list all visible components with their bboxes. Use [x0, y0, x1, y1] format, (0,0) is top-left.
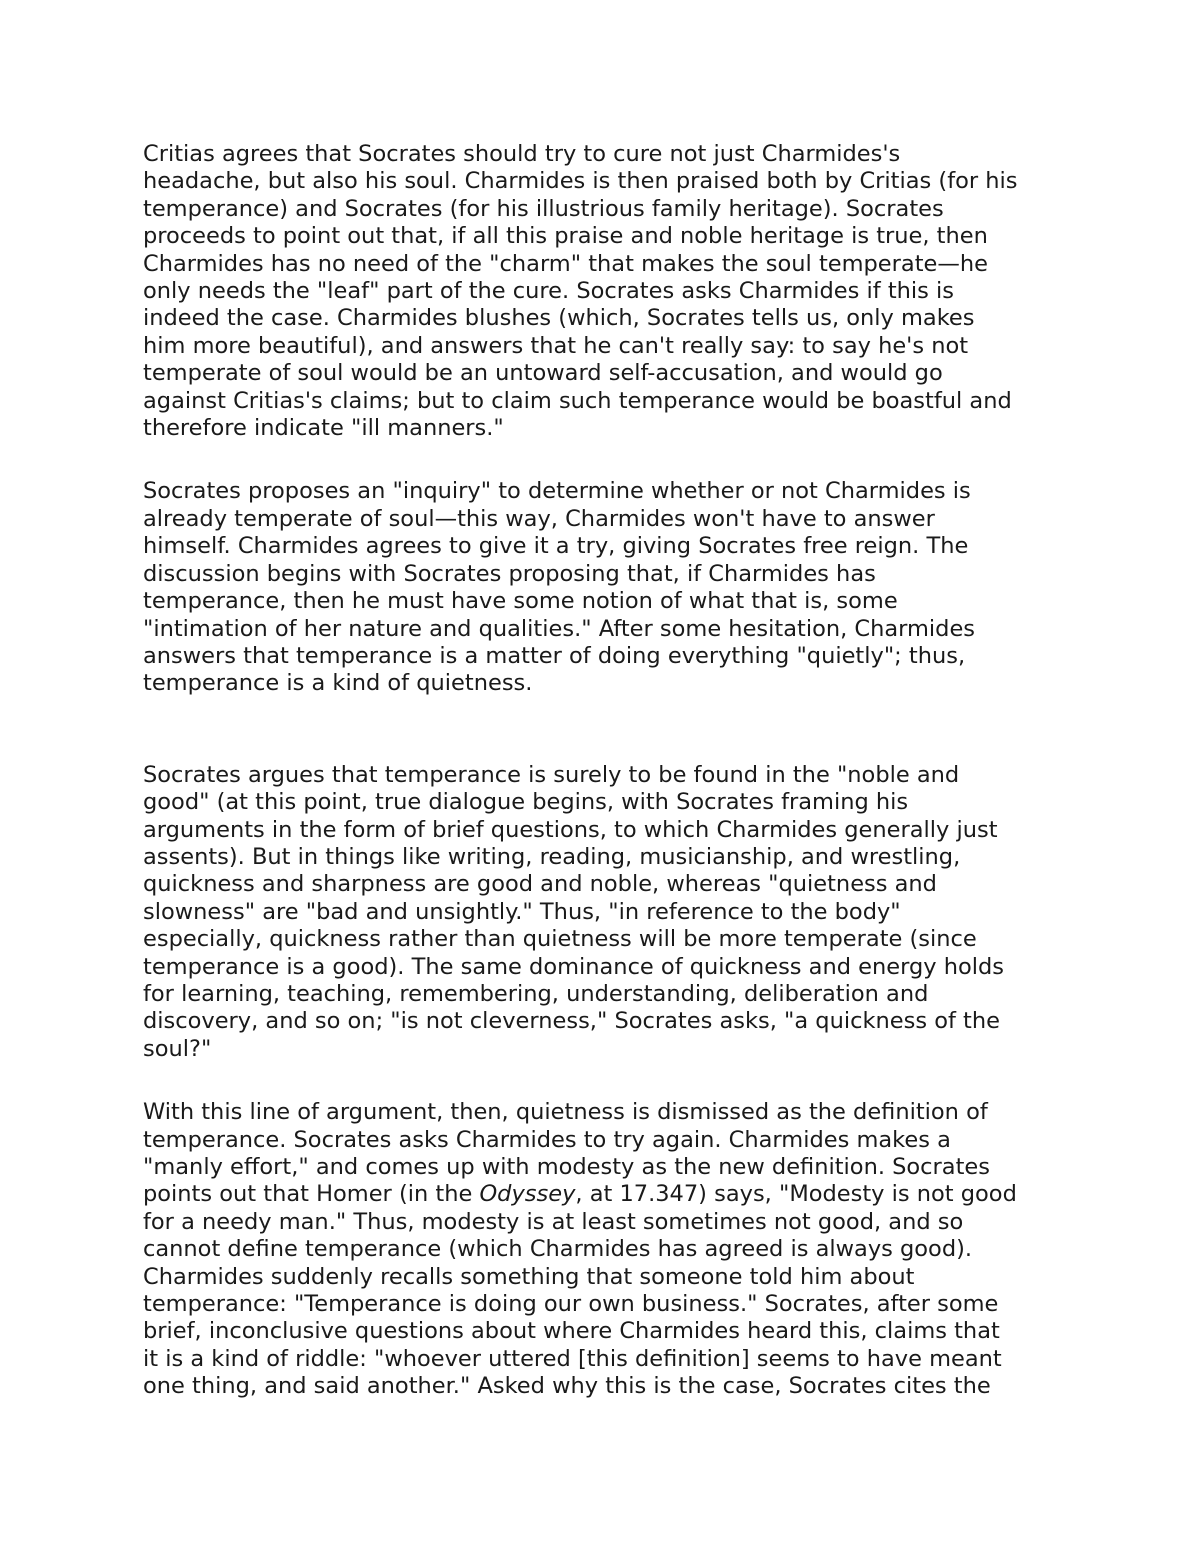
- paragraph-1: Critias agrees that Socrates should try to cure not just Charmides's headache, but also his soul. Charmides is then praised both by Critias (for his temperance) and Socrates (for his illustrious family heritage). Socrates proceeds to point out that, if all this praise and noble heritage is true, then Charmides has no need of the "charm" that makes the soul temperate—he only needs the "leaf" part of the cure. Socrates asks Charmides if this is indeed the case. Charmides blushes (which, Socrates tells us, only makes him more beautiful), and answers that he can't really say: to say he's not temperate of soul would be an untoward self-accusation, and would go against Critias's claims; but to claim such temperance would be boastful and therefore indicate "ill manners.": [143, 141, 1018, 442]
- paragraph-4-text-after: , at 17.347) says, "Modesty is not good for a needy man." Thus, modesty is at least sometimes not good, and so cannot define temperance (which Charmides has agreed is always good). Charmides suddenly recalls something that someone told him about temperance: "Temperance is doing our own business." Socrates, after some brief, inconclusive questions about where Charmides heard this, claims that it is a kind of riddle: "whoever uttered [this definition] seems to have meant one thing, and said another." Asked why this is the case, Socrates cites the: [143, 1181, 1017, 1400]
- paragraph-2: Socrates proposes an "inquiry" to determine whether or not Charmides is already temperate of soul—this way, Charmides won't have to answer himself. Charmides agrees to give it a try, giving Socrates free reign. The discussion begins with Socrates proposing that, if Charmides has temperance, then he must have some notion of what that is, some "intimation of her nature and qualities." After some hesitation, Charmides answers that temperance is a matter of doing everything "quietly"; thus, temperance is a kind of quietness.: [143, 478, 976, 697]
- paragraph-4: [143, 1099, 1068, 1400]
- paragraph-spacer: [143, 698, 1068, 762]
- document-body: [143, 141, 1068, 1401]
- paragraph-spacer: [143, 1063, 1068, 1099]
- paragraph-3: Socrates argues that temperance is surely to be found in the "noble and good" (at this point, true dialogue begins, with Socrates framing his arguments in the form of brief questions, to which Charmides generally just assents). But in things like writing, reading, musicianship, and wrestling, quickness and sharpness are good and noble, whereas "quietness and slowness" are "bad and unsightly." Thus, "in reference to the body" especially, quickness rather than quietness will be more temperate (since temperance is a good). The same dominance of quickness and energy holds for learning, teaching, remembering, understanding, deliberation and discovery, and so on; "is not cleverness," Socrates asks, "a quickness of the soul?": [143, 761, 1004, 1062]
- paragraph-4-text-before: With this line of argument, then, quietness is dismissed as the definition of temperance. Socrates asks Charmides to try again. Charmides makes a "manly effort," and comes up with modesty as the new definition. Socrates points out that Homer (in the: [143, 1099, 990, 1208]
- odyssey-title: Odyssey: [479, 1181, 576, 1208]
- paragraph-spacer: [143, 442, 1068, 478]
